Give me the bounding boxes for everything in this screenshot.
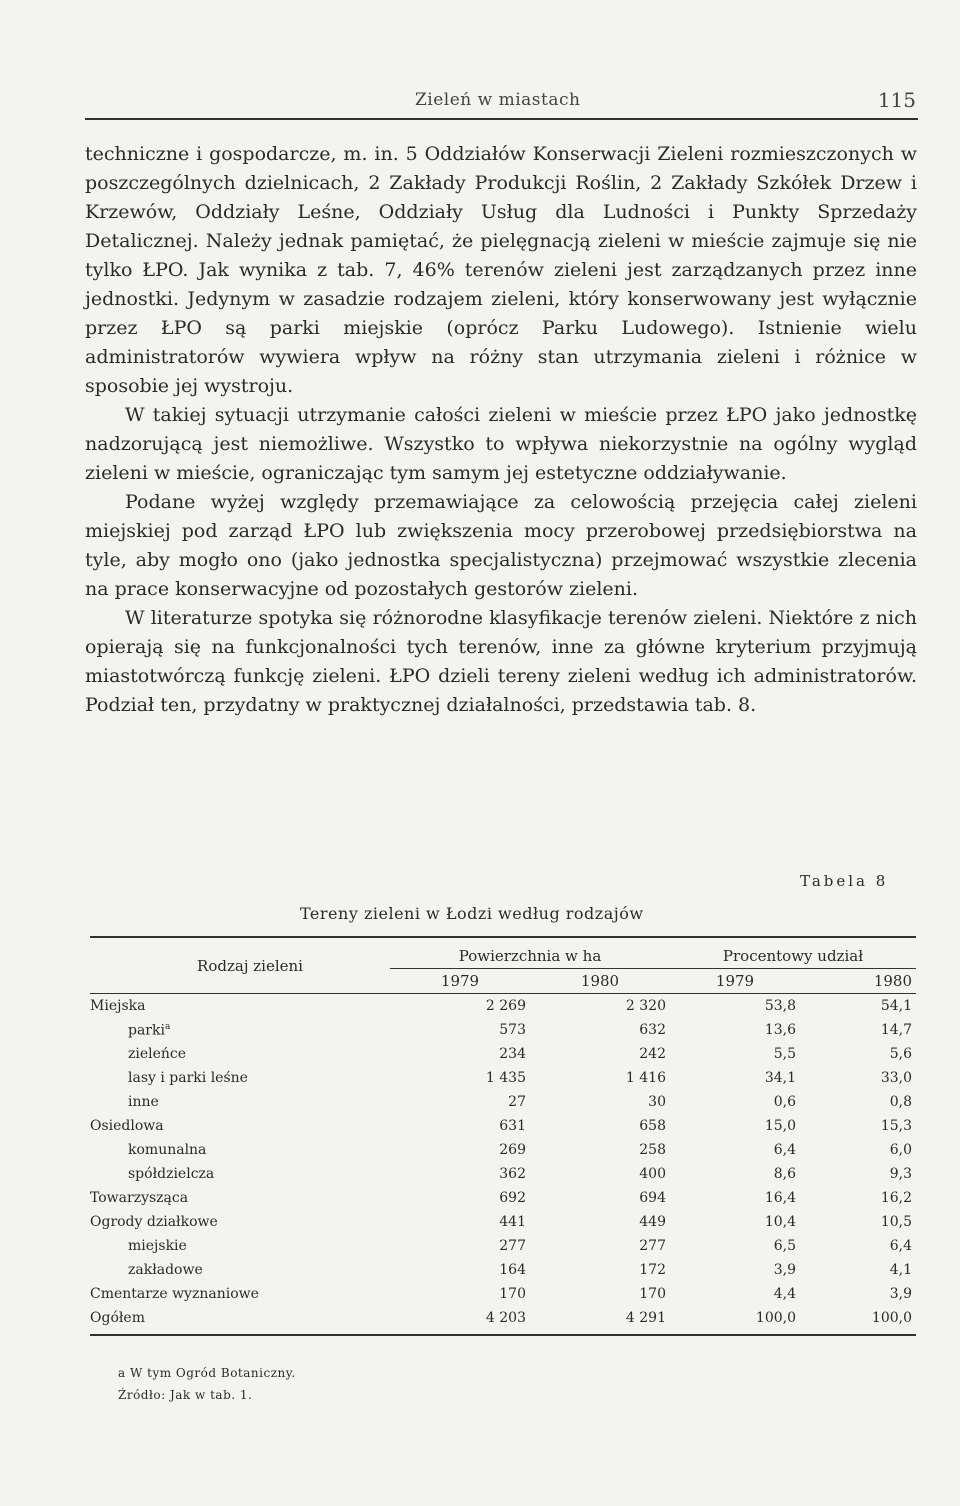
- header-share-1979: 1979: [715, 972, 755, 990]
- table-row: [90, 994, 916, 1019]
- page-header: [85, 88, 918, 120]
- cell-p80: 6,0: [889, 1142, 912, 1158]
- header-area: Powierzchnia w ha: [390, 937, 670, 969]
- header-share: Procentowy udział: [670, 937, 916, 969]
- footnote-a: a W tym Ogród Botaniczny.: [118, 1366, 296, 1380]
- header-area-1980: 1980: [580, 972, 620, 990]
- cell-a79: 631: [499, 1118, 526, 1134]
- cell-a79: 170: [499, 1286, 526, 1302]
- table-row: [90, 1090, 916, 1114]
- cell-p80: 33,0: [880, 1070, 912, 1086]
- header-share-1980: 1980: [873, 972, 912, 990]
- cell-name: komunalna: [128, 1142, 207, 1158]
- cell-name: Osiedlowa: [90, 1118, 164, 1134]
- cell-a80: 242: [639, 1046, 666, 1062]
- cell-p79: 34,1: [764, 1070, 796, 1086]
- table-row: [90, 1138, 916, 1162]
- cell-p79: 0,6: [773, 1094, 796, 1110]
- cell-name: parki$^a$: [128, 1021, 171, 1039]
- cell-a80: 4 291: [530, 1306, 670, 1335]
- table-row: [90, 1162, 916, 1186]
- table-title: Tereny zieleni w Łodzi według rodzajów: [300, 904, 644, 923]
- footnotes: [118, 1362, 296, 1406]
- cell-name: Ogółem: [90, 1306, 390, 1335]
- table-row: [90, 1258, 916, 1282]
- cell-a79: 441: [499, 1214, 526, 1230]
- header-area-1979: 1979: [440, 972, 480, 990]
- cell-name: Towarzysząca: [90, 1190, 189, 1206]
- cell-p80: 14,7: [880, 1022, 912, 1038]
- cell-p79: 3,9: [773, 1262, 796, 1278]
- cell-a80: 277: [639, 1238, 666, 1254]
- cell-p80: 3,9: [889, 1286, 912, 1302]
- cell-name: zakładowe: [128, 1262, 203, 1278]
- table-row: [90, 1186, 916, 1210]
- cell-p79: 4,4: [773, 1286, 796, 1302]
- cell-p79: 6,4: [773, 1142, 796, 1158]
- table-row: [90, 1306, 916, 1335]
- cell-name: Cmentarze wyznaniowe: [90, 1286, 259, 1302]
- cell-a79: 164: [499, 1262, 526, 1278]
- cell-name: Miejska: [90, 998, 146, 1014]
- cell-a80: 30: [648, 1094, 666, 1110]
- cell-p79: 5,5: [773, 1046, 796, 1062]
- cell-p79: 6,5: [773, 1238, 796, 1254]
- paragraph-3: Podane wyżej względy przemawiające za celowością przejęcia całej zieleni miejskiej pod zarząd ŁPO lub zwiększenia mocy przerobowej przedsiębiorstwa na tyle, aby mogło ono (jako jednostka specjalistyczna) przejmować wszystkie zlecenia na prace konserwacyjne od pozostałych gestorów zieleni.: [85, 491, 917, 600]
- cell-p80: 5,6: [889, 1046, 912, 1062]
- cell-name: spółdzielcza: [128, 1166, 215, 1182]
- paragraph-2: W takiej sytuacji utrzymanie całości zieleni w mieście przez ŁPO jako jednostkę nadzorującą jest niemożliwe. Wszystko to wpływa niekorzystnie na ogólny wygląd zieleni w mieście, ograniczając tym samym jej estetyczne oddziaływanie.: [85, 404, 917, 484]
- cell-a79: 362: [499, 1166, 526, 1182]
- cell-a79: 573: [499, 1022, 526, 1038]
- cell-a79: 27: [508, 1094, 526, 1110]
- cell-name: lasy i parki leśne: [128, 1070, 248, 1086]
- cell-p79: 100,0: [670, 1306, 800, 1335]
- footnote-marker: a: [164, 1021, 171, 1032]
- page-number: 115: [877, 88, 916, 112]
- cell-name: zieleńce: [128, 1046, 187, 1062]
- cell-a79: 277: [499, 1238, 526, 1254]
- cell-p79: 8,6: [773, 1166, 796, 1182]
- cell-p79: 16,4: [764, 1190, 796, 1206]
- cell-p79: 10,4: [764, 1214, 796, 1230]
- green-areas-table: [90, 936, 916, 1336]
- cell-a80: 170: [639, 1286, 666, 1302]
- cell-a80: 258: [639, 1142, 666, 1158]
- cell-a79: 4 203: [390, 1306, 530, 1335]
- table-row: [90, 1282, 916, 1306]
- table-label: Tabela 8: [800, 872, 889, 890]
- cell-p80: 4,1: [889, 1262, 912, 1278]
- cell-a79: 234: [499, 1046, 526, 1062]
- paragraph-1: techniczne i gospodarcze, m. in. 5 Oddziałów Konserwacji Zieleni rozmieszczonych w poszczególnych dzielnicach, 2 Zakłady Produkcji Roślin, 2 Zakłady Szkółek Drzew i Krzewów, Oddziały Leśne, Oddziały Usług dla Ludności i Punkty Sprzedaży Detalicznej. Należy jednak pamiętać, że pielęgnacją zieleni w mieście zajmuje się nie tylko ŁPO. Jak wynika z tab. 7, 46% terenów zieleni jest zarządzanych przez inne jednostki. Jedynym w zasadzie rodzajem zieleni, który konserwowany jest wyłącznie przez ŁPO są parki miejskie (oprócz Parku Ludowego). Istnienie wielu administratorów wywiera wpływ na różny stan utrzymania zieleni i różnice w sposobie jej wystroju.: [85, 143, 917, 397]
- table-row: [90, 1066, 916, 1090]
- cell-p80: 6,4: [889, 1238, 912, 1254]
- table-body: [90, 994, 916, 1336]
- cell-a80: 2 320: [625, 998, 666, 1014]
- cell-a79: 2 269: [485, 998, 526, 1014]
- table-row: [90, 1018, 916, 1042]
- cell-a80: 694: [639, 1190, 666, 1206]
- cell-a80: 172: [639, 1262, 666, 1278]
- paragraph-4: W literaturze spotyka się różnorodne klasyfikacje terenów zieleni. Niektóre z nich opierają się na funkcjonalności tych terenów, inne za główne kryterium przyjmują miastotwórczą funkcję zieleni. ŁPO dzieli tereny zieleni według ich administratorów. Podział ten, przydatny w praktycznej działalności, przedstawia tab. 8.: [85, 607, 917, 716]
- cell-a80: 449: [639, 1214, 666, 1230]
- cell-a80: 632: [639, 1022, 666, 1038]
- cell-a79: 692: [499, 1190, 526, 1206]
- cell-p80: 16,2: [880, 1190, 912, 1206]
- table-row: [90, 1042, 916, 1066]
- cell-name: Ogrody działkowe: [90, 1214, 218, 1230]
- cell-name: miejskie: [128, 1238, 187, 1254]
- table-row: [90, 1234, 916, 1258]
- cell-p80: 10,5: [880, 1214, 912, 1230]
- cell-a80: 400: [639, 1166, 666, 1182]
- cell-a80: 658: [639, 1118, 666, 1134]
- cell-p80: 15,3: [880, 1118, 912, 1134]
- footnote-source: Źródło: Jak w tab. 1.: [118, 1388, 253, 1402]
- table-row: [90, 1210, 916, 1234]
- cell-p79: 13,6: [764, 1022, 796, 1038]
- cell-p79: 15,0: [764, 1118, 796, 1134]
- cell-a79: 269: [499, 1142, 526, 1158]
- cell-a80: 1 416: [625, 1070, 666, 1086]
- cell-p80: 0,8: [889, 1094, 912, 1110]
- cell-p80: 100,0: [800, 1306, 916, 1335]
- running-title: Zieleń w miastach: [415, 90, 581, 110]
- cell-a79: 1 435: [485, 1070, 526, 1086]
- cell-p79: 53,8: [764, 998, 796, 1014]
- cell-p80: 54,1: [880, 998, 912, 1014]
- cell-name: inne: [128, 1094, 159, 1110]
- table-row: [90, 1114, 916, 1138]
- body-text: [85, 140, 917, 720]
- cell-p80: 9,3: [889, 1166, 912, 1182]
- header-kind: Rodzaj zieleni: [90, 937, 390, 994]
